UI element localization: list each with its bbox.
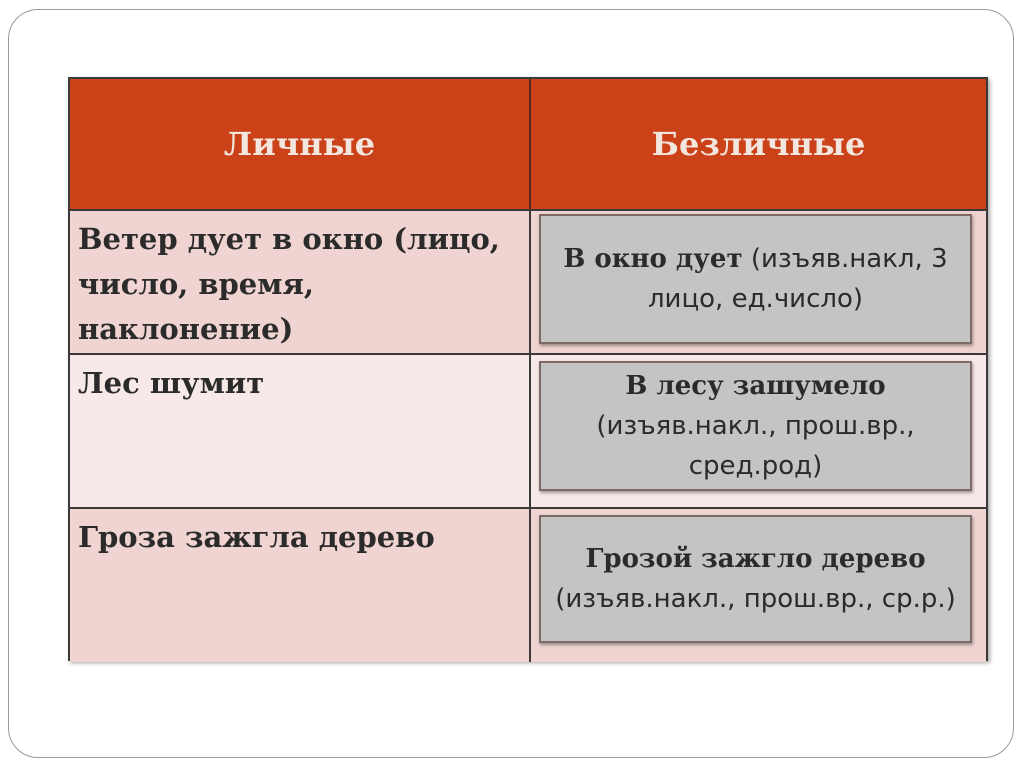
personal-sentence: Ветер дует в окно (лицо, число, время, наклонение) (78, 222, 500, 346)
personal-sentence: Лес шумит (78, 366, 265, 400)
personal-sentence: Гроза зажгла дерево (78, 520, 435, 554)
personal-cell (70, 354, 530, 508)
grammar-note: (изъяв.накл., прош.вр., ср.р.) (555, 584, 956, 614)
table-row (70, 508, 986, 662)
table-header-row (70, 79, 986, 210)
impersonal-cell (530, 354, 986, 508)
comparison-table (68, 77, 988, 661)
impersonal-box (539, 515, 972, 643)
header-personal: Личные (70, 79, 530, 210)
impersonal-box (539, 361, 972, 491)
table-row (70, 210, 986, 354)
header-impersonal: Безличные (530, 79, 986, 210)
impersonal-box (539, 214, 972, 344)
impersonal-cell (530, 210, 986, 354)
grammar-note: (изъяв.накл., прош.вр., сред.род) (596, 411, 915, 481)
impersonal-sentence: В окно дует (563, 244, 743, 274)
grammar-note: (изъяв.накл, 3 лицо, ед.число) (647, 244, 948, 314)
impersonal-sentence: Грозой зажгло дерево (585, 544, 926, 574)
personal-cell (70, 210, 530, 354)
impersonal-cell (530, 508, 986, 662)
personal-cell (70, 508, 530, 662)
impersonal-sentence: В лесу зашумело (625, 371, 886, 401)
table-row (70, 354, 986, 508)
